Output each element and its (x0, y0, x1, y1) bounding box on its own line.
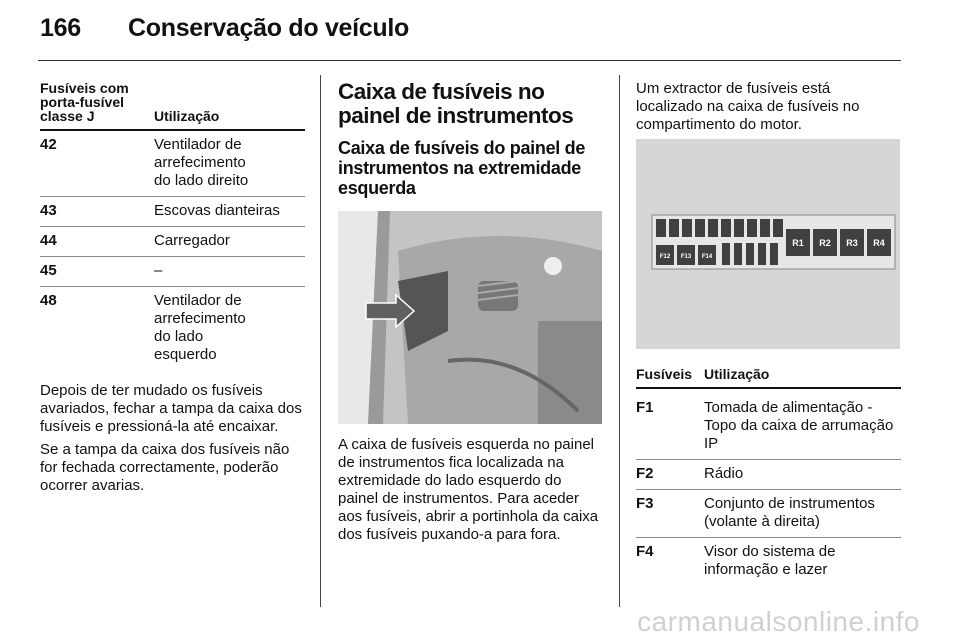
left-table-header (40, 80, 305, 131)
middle-text (338, 436, 603, 549)
fuse-label: F13 (680, 254, 692, 260)
fuse-usage: Tomada de alimentação - Topo da caixa de arrumação IP (704, 399, 894, 452)
fuse-usage: Ventilador de arrefecimento do lado esquerdo (154, 292, 246, 363)
fuse-usage: Carregador (154, 232, 230, 249)
dashboard-illustration (338, 211, 602, 424)
fuse-usage: Escovas dianteiras (154, 202, 280, 219)
fuse-usage: Ventilador de arrefecimento do lado direito (154, 136, 249, 189)
table-row (40, 227, 305, 257)
table-row (40, 257, 305, 287)
fuse-label: F14 (701, 254, 713, 260)
relay-label: R1 (792, 238, 804, 248)
watermark: carmanualsonline.info (637, 606, 920, 637)
fusebox-diagram (636, 139, 900, 349)
fuse-number: 42 (40, 136, 57, 153)
usage-column-header: Utilização (704, 366, 770, 382)
fuse-usage: Rádio (704, 465, 744, 482)
usage-column-header: Utilização (154, 108, 220, 124)
relay-label: R3 (846, 238, 858, 248)
table-row (636, 389, 901, 460)
relay-label: R4 (873, 238, 885, 248)
right-table (636, 355, 901, 585)
fuse-number: 48 (40, 292, 57, 309)
fusebox-illustration (636, 139, 900, 349)
table-row (636, 538, 901, 585)
paragraph: Depois de ter mudado os fusíveis avariados, fechar a tampa da caixa dos fusíveis e pressioná-la até encaixar. (40, 382, 302, 435)
right-table-header (636, 355, 901, 389)
column-divider-1 (320, 75, 321, 607)
column-divider-2 (619, 75, 620, 607)
table-row (40, 197, 305, 227)
paragraph: A caixa de fusíveis esquerda no painel de instrumentos fica localizada na extremidade do lado esquerdo do painel de instrumentos. Para aceder aos fusíveis, abrir a portinhola da caixa dos fusíveis puxando-a para fora. (338, 436, 599, 543)
middle-column (338, 80, 603, 208)
table-row (636, 460, 901, 490)
fuse-column-header: Fusíveis (636, 366, 693, 382)
page-number: 166 (40, 14, 81, 42)
section-heading: Caixa de fusíveis no painel de instrumentos (338, 79, 574, 128)
fuse-usage: – (154, 262, 163, 279)
fuse-label: F12 (659, 254, 671, 260)
fuse-usage: Conjunto de instrumentos (volante à direita) (704, 495, 875, 530)
fuse-number: 44 (40, 232, 57, 249)
dashboard-photo (338, 211, 602, 424)
fuse-number: 43 (40, 202, 57, 219)
fuse-column-header: Fusíveis com porta-fusível classe J (40, 80, 129, 124)
paragraph: Um extractor de fusíveis está localizado na caixa de fusíveis no compartimento do motor. (636, 80, 860, 133)
table-row (636, 490, 901, 538)
page-header (40, 14, 409, 43)
relay-label: R2 (819, 238, 831, 248)
table-row (40, 131, 305, 197)
fuse-number: 45 (40, 262, 57, 279)
table-row (40, 287, 305, 370)
section-subheading: Caixa de fusíveis do painel de instrumentos na extremidade esquerda (338, 138, 586, 198)
left-column (40, 80, 305, 500)
fuse-number: F3 (636, 495, 654, 512)
fuse-number: F1 (636, 399, 654, 416)
fuse-usage: Visor do sistema de informação e lazer (704, 543, 836, 578)
fuse-number: F4 (636, 543, 654, 560)
fuse-number: F2 (636, 465, 654, 482)
right-column (636, 80, 901, 139)
paragraph: Se a tampa da caixa dos fusíveis não for fechada correctamente, poderão ocorrer avarias. (40, 441, 290, 494)
page-title: Conservação do veículo (128, 14, 409, 42)
header-divider (38, 60, 901, 61)
